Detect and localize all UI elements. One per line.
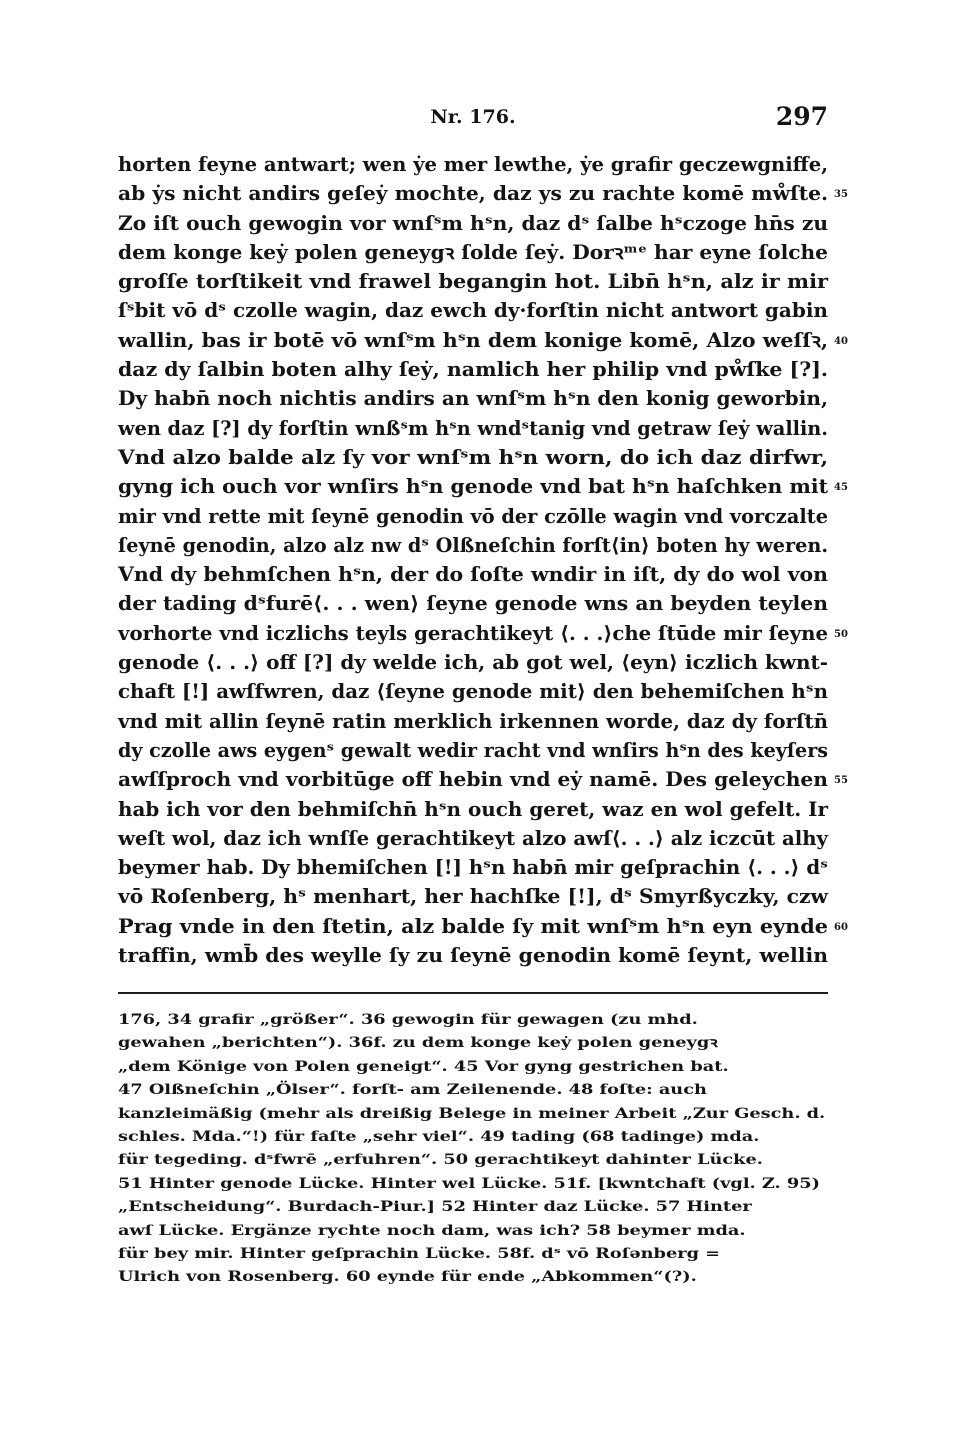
text-line-content: horten feyne antwart; wen ẏe mer lewthe, ẏe grafir geczewgniffe,: [118, 153, 829, 176]
text-line: [118, 560, 828, 589]
text-line-content: ſeynē genodin, alzo alz nw dˢ Olßneſchin forſt⟨in⟩ boten hy weren.: [118, 533, 829, 557]
footnote-line-content: für bey mir. Hinter geſprachin Lücke. 58f. dˢ vō Roſənberg =: [118, 1245, 721, 1262]
footnote-line-content: kanzleimäßig (mehr als dreißig Belege in meiner Arbeit „Zur Gesch. d.: [118, 1105, 826, 1122]
text-line-content: vō Roſenberg, hˢ menhart, her hachſke [!], dˢ Smyrßyczky, czw: [118, 885, 829, 909]
text-line: [118, 267, 828, 296]
footnote-divider: [118, 992, 828, 994]
line-number-marker: 35: [834, 189, 848, 201]
text-line: [118, 619, 848, 648]
footnote-line: [118, 1243, 828, 1266]
footnote-line-content: gewahen „berichten“). 36f. zu dem konge keẏ polen geneygꝛ: [118, 1035, 718, 1052]
footnote-line-content: awſ Lücke. Ergänze rychte noch dam, was ich? 58 beymer mda.: [118, 1222, 746, 1239]
page-header: [118, 100, 828, 136]
text-line-content: traffin, wmb̄ des weylle ſy zu ſeynē genodin komē ſeynt, wellin: [118, 944, 829, 968]
text-line-content: Vnd alzo balde alz ſy vor wnſˢm hˢn worn, do ich daz dirfwr,: [118, 445, 829, 469]
text-line-content: der tading dˢfurē⟨. . . wen⟩ ſeyne genode wns an beyden teylen: [118, 592, 829, 616]
footnote-line: [118, 1149, 828, 1172]
text-line-content: weſt wol, daz ich wnſſe gerachtikeyt alzo awſ⟨. . .⟩ alz iczcūt alhy: [118, 826, 828, 850]
text-line-content: vnd mit allin ſeynē ratin merklich irkennen worde, daz dy forſtn̄: [118, 709, 828, 733]
text-line: [118, 150, 828, 179]
footnote-line-content: schles. Mda.“!) für faſte „sehr viel“. 49 tading (68 tadinge) mda.: [118, 1128, 760, 1145]
footnote-line: [118, 1266, 828, 1289]
text-line: [118, 707, 828, 736]
text-line: [118, 296, 828, 325]
text-line-content: mir vnd rette mit ſeynē genodin vō der czōlle wagin vnd vorczalte: [118, 504, 829, 528]
text-line-content: Prag vnde in den ſtetin, alz balde ſy mit wnſˢm hˢn eyn eynde: [118, 914, 829, 938]
footnote-line: [118, 1126, 828, 1149]
text-line: [118, 238, 828, 267]
text-line: [118, 179, 848, 208]
footnote-line: [118, 1009, 828, 1032]
line-number-marker: 60: [834, 921, 848, 933]
text-line: [118, 589, 828, 618]
footnote-line-content: 47 Olßneſchin „Ölser“. forſt- am Zeilenende. 48 foſte: auch: [118, 1082, 707, 1099]
footnote-line-content: „dem Könige von Polen geneigt“. 45 Vor gyng gestrichen bat.: [118, 1058, 729, 1075]
footnote-line: [118, 1032, 828, 1055]
text-line-content: daz dy ſalbin boten alhy ſeẏ, namlich her philip vnd pẘſke [?].: [118, 358, 829, 382]
text-line-content: dy czolle aws eygenˢ gewalt wedir racht vnd wnſirs hˢn des keyſers: [118, 738, 829, 762]
footnote-line: [118, 1196, 828, 1219]
text-line: [118, 882, 828, 911]
line-number-marker: 45: [834, 482, 848, 494]
text-line-content: ſˢbit vō dˢ czolle wagin, daz ewch dy·forſtin nicht antwort gabin: [118, 299, 828, 323]
text-line: [118, 355, 828, 384]
text-line: [118, 414, 828, 443]
text-line: [118, 765, 848, 794]
footnote-line: [118, 1103, 828, 1126]
running-title: Nr. 176.: [430, 106, 516, 128]
text-line: [118, 531, 828, 560]
text-line-content: hab ich vor den behmiſchn̄ hˢn ouch geret, waz en wol gefelt. Ir: [118, 797, 829, 821]
text-line: [118, 824, 828, 853]
text-line-content: genode ⟨. . .⟩ off [?] dy welde ich, ab got wel, ⟨eyn⟩ iczlich kwnt-: [118, 651, 829, 675]
text-line: [118, 912, 848, 941]
footnote-line-content: „Entscheidung“. Burdach-Piur.] 52 Hinter daz Lücke. 57 Hinter: [118, 1199, 752, 1216]
text-line: [118, 326, 848, 355]
text-line-content: dem konge keẏ polen geneygꝛ ſolde ſeẏ. Dorꝛᵐᵉ har eyne ſolche: [118, 240, 828, 264]
text-line-content: wallin, bas ir botē vō wnſˢm hˢn dem konige komē, Alzo weſſꝛ,: [118, 328, 829, 352]
footnote-line-content: 176, 34 grafir „größer“. 36 gewogin für gewagen (zu mhd.: [118, 1012, 698, 1028]
text-line-content: wen daz [?] dy forſtin wnßˢm hˢn wndˢtanig vnd getraw ſeẏ wallin.: [118, 416, 829, 440]
text-line-content: groſſe torſtikeit vnd frawel begangin hot. Libn̄ hˢn, alz ir mir: [118, 270, 828, 294]
footnote-line-content: 51 Hinter genode Lücke. Hinter wel Lücke. 51f. [kwntchaft (vgl. Z. 95): [118, 1175, 820, 1192]
main-text: [118, 150, 848, 970]
text-line: [118, 502, 828, 531]
text-line: [118, 795, 828, 824]
footnote-line: [118, 1173, 828, 1196]
text-line: [118, 853, 828, 882]
text-line: [118, 443, 828, 472]
text-line-content: Vnd dy behmſchen hˢn, der do ſoſte wndir in iſt, dy do wol von: [118, 563, 829, 587]
text-line-content: chaft [!] awſfwren, daz ⟨ſeyne genode mit⟩ den behemiſchen hˢn: [118, 680, 828, 704]
text-line: [118, 677, 828, 706]
footnote-line: [118, 1056, 828, 1079]
line-number-marker: 40: [834, 335, 848, 347]
text-line-content: beymer hab. Dy bhemiſchen [!] hˢn habn̄ mir geſprachin ⟨. . .⟩ dˢ: [118, 856, 828, 880]
footnote-line: [118, 1220, 828, 1243]
footnotes: [118, 1009, 828, 1290]
text-line: [118, 648, 828, 677]
text-line: [118, 941, 828, 970]
text-line-content: ab ẏs nicht andirs geſeẏ mochte, daz ys zu rachte komē mẘſte.: [118, 182, 829, 206]
text-line-content: Zo iſt ouch gewogin vor wnſˢm hˢn, daz dˢ ſalbe hˢczoge hn̄s zu: [118, 211, 829, 235]
footnote-line-content: Ulrich von Rosenberg. 60 eynde für ende „Abkommen“(?).: [118, 1269, 697, 1286]
text-line-content: awſſproch vnd vorbitūge off hebin vnd eẏ namē. Des geleychen: [118, 768, 828, 792]
text-line: [118, 384, 828, 413]
text-line-content: vorhorte vnd iczlichs teyls gerachtikeyt ⟨. . .⟩che ſtūde mir ſeyne: [118, 621, 829, 645]
footnote-line-content: für tegeding. dˢfwrē „erfuhren“. 50 gerachtikeyt dahinter Lücke.: [118, 1152, 763, 1169]
page-number: 297: [775, 102, 828, 131]
text-line: [118, 209, 828, 238]
line-number-marker: 55: [834, 775, 848, 787]
text-line-content: Dy habn̄ noch nichtis andirs an wnſˢm hˢn den konig geworbin,: [118, 387, 828, 411]
text-line: [118, 472, 848, 501]
line-number-marker: 50: [834, 628, 848, 640]
text-line: [118, 736, 828, 765]
text-line-content: gyng ich ouch vor wnſirs hˢn genode vnd bat hˢn haſchken mit: [118, 475, 829, 499]
footnote-line: [118, 1079, 828, 1102]
